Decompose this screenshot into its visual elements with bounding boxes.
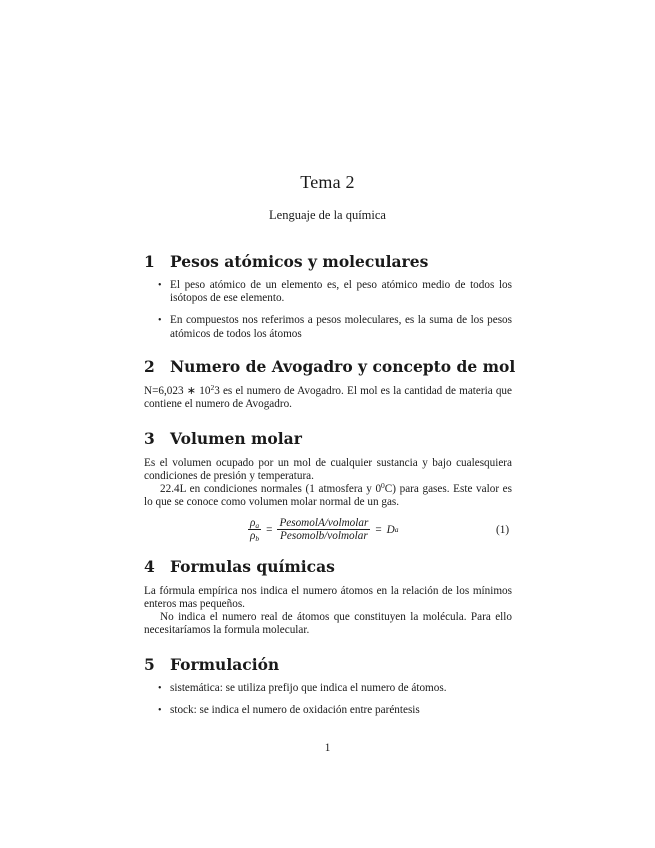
paragraph-suffix: C) para gases. Este valor es lo que se conoce como volumen molar normal de un gas. xyxy=(144,483,512,509)
section-title: Formulación xyxy=(170,655,280,674)
bullet-icon: • xyxy=(158,280,162,291)
paragraph-volumen-2 xyxy=(144,483,512,509)
list-item xyxy=(160,682,512,695)
paragraph-prefix: 22.4L en condiciones normales (1 atmosfera y 0 xyxy=(160,483,382,495)
section-heading-1 xyxy=(144,252,524,271)
denominator: Pesomolb/volmolar xyxy=(280,530,368,542)
page-number: 1 xyxy=(324,742,331,754)
paragraph-volumen-1: Es el volumen ocupado por un mol de cualquier sustancia y bajo cualesquiera condiciones de presión y temperatura. xyxy=(144,457,512,483)
numerator: PesomolA/volmolar xyxy=(279,517,369,529)
paragraph-avogadro xyxy=(144,385,512,411)
paragraph-prefix: N=6,023 ∗ 10 xyxy=(144,385,211,397)
section-number: 4 xyxy=(144,557,155,576)
rho-a: ρ xyxy=(250,517,256,529)
section-number: 3 xyxy=(144,429,155,448)
fraction-pesomol xyxy=(277,517,370,542)
list-item-text: En compuestos nos referimos a pesos moleculares, es la suma de los pesos atómicos de todos los átomos xyxy=(170,314,512,340)
section-heading-3 xyxy=(144,429,524,448)
equals-sign: = xyxy=(375,523,382,536)
bullet-icon: • xyxy=(158,705,162,717)
superscript: 0 xyxy=(381,481,385,490)
section-number: 5 xyxy=(144,655,155,674)
document-subtitle: Lenguaje de la química xyxy=(269,208,386,222)
bullet-icon: • xyxy=(158,315,162,327)
equals-sign: = xyxy=(266,523,273,536)
list-item xyxy=(160,314,512,340)
paragraph-formulas-1: La fórmula empírica nos indica el numero átomos en la relación de los mínimos enteros mas pequeños. xyxy=(144,585,512,611)
rho-b: ρ xyxy=(250,530,256,542)
section-title: Volumen molar xyxy=(170,429,302,448)
section-heading-2 xyxy=(144,357,524,376)
equation-number: (1) xyxy=(496,524,510,536)
section-number: 1 xyxy=(144,252,155,271)
list-item-text: El peso atómico de un elemento es, el peso atómico medio de todos los isótopos de ese elemento. xyxy=(170,279,512,305)
section-heading-4 xyxy=(144,557,524,576)
paragraph-suffix: 3 es el numero de Avogadro. El mol es la cantidad de materia que contiene el numero de Avogadro. xyxy=(144,385,512,411)
section-heading-5 xyxy=(144,655,524,674)
subscript-a: a xyxy=(255,521,260,530)
section-title: Pesos atómicos y moleculares xyxy=(170,252,429,271)
subscript-b: b xyxy=(255,534,260,543)
list-item-text: sistemática: se utiliza prefijo que indica el numero de átomos. xyxy=(170,682,447,694)
list-item-text: stock: se indica el numero de oxidación entre paréntesis xyxy=(170,704,420,717)
bullet-list-section-5 xyxy=(160,682,512,717)
section-number: 2 xyxy=(144,357,155,376)
list-item xyxy=(160,279,512,305)
list-item xyxy=(160,704,512,717)
section-title: Formulas químicas xyxy=(170,557,335,576)
paragraph-formulas-2: No indica el numero real de átomos que constituyen la molécula. Para ello necesitaríamos la formula molecular. xyxy=(144,611,512,637)
bullet-list-section-1 xyxy=(160,279,512,341)
superscript: 2 xyxy=(210,383,215,392)
bullet-icon: • xyxy=(158,683,162,694)
result-d: D xyxy=(386,523,395,536)
document-title: Tema 2 xyxy=(300,172,355,192)
equation-density: $\frac{\rho_a}{\rho_b}$ = $\frac{\text{PesomolA/volmolar}}{\text{Pesomolb/volmolar}}$ = D a xyxy=(250,517,399,543)
fraction-rho xyxy=(248,517,261,542)
section-title: Numero de Avogadro y concepto de mol xyxy=(170,357,516,376)
